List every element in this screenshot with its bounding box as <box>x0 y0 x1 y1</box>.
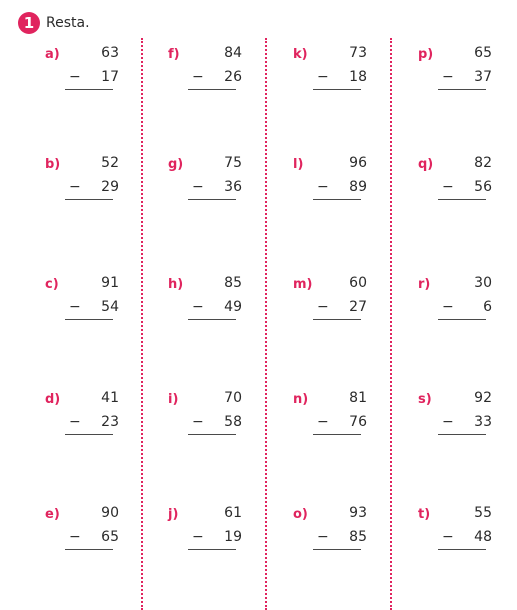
minuend: 55 <box>474 505 492 521</box>
answer-line <box>65 319 113 320</box>
minuend: 75 <box>224 155 242 171</box>
problem-label: s) <box>418 392 432 407</box>
minus-sign: − <box>69 179 81 195</box>
subtrahend: 37 <box>474 69 492 85</box>
subtrahend: 49 <box>224 299 242 315</box>
subtraction-problem <box>168 275 248 335</box>
minus-sign: − <box>192 69 204 85</box>
subtrahend: 54 <box>101 299 119 315</box>
subtraction-problem <box>418 155 498 215</box>
minuend: 52 <box>101 155 119 171</box>
minuend: 93 <box>349 505 367 521</box>
problem-label: j) <box>168 507 179 522</box>
subtrahend: 85 <box>349 529 367 545</box>
minuend: 82 <box>474 155 492 171</box>
column-divider <box>265 38 267 610</box>
subtraction-problem <box>168 155 248 215</box>
subtraction-problem <box>418 505 498 565</box>
exercise-number-badge: 1 <box>18 12 40 34</box>
answer-line <box>313 549 361 550</box>
minus-sign: − <box>192 299 204 315</box>
subtrahend: 26 <box>224 69 242 85</box>
subtraction-problem <box>168 45 248 105</box>
subtraction-problem <box>45 45 125 105</box>
problem-label: r) <box>418 277 431 292</box>
subtrahend: 6 <box>483 299 492 315</box>
answer-line <box>313 89 361 90</box>
minuend: 30 <box>474 275 492 291</box>
answer-line <box>438 199 486 200</box>
minuend: 96 <box>349 155 367 171</box>
minus-sign: − <box>69 414 81 430</box>
problem-label: a) <box>45 47 60 62</box>
minus-sign: − <box>317 414 329 430</box>
subtraction-problem <box>418 275 498 335</box>
answer-line <box>188 319 236 320</box>
subtraction-problem <box>45 155 125 215</box>
minuend: 84 <box>224 45 242 61</box>
minuend: 92 <box>474 390 492 406</box>
subtrahend: 27 <box>349 299 367 315</box>
minus-sign: − <box>442 414 454 430</box>
subtrahend: 18 <box>349 69 367 85</box>
subtrahend: 33 <box>474 414 492 430</box>
minuend: 61 <box>224 505 242 521</box>
answer-line <box>313 434 361 435</box>
problem-label: l) <box>293 157 304 172</box>
column-divider <box>141 38 143 610</box>
problem-label: n) <box>293 392 309 407</box>
problem-label: e) <box>45 507 60 522</box>
minuend: 70 <box>224 390 242 406</box>
minuend: 65 <box>474 45 492 61</box>
subtrahend: 56 <box>474 179 492 195</box>
problem-label: k) <box>293 47 308 62</box>
problem-label: m) <box>293 277 313 292</box>
minuend: 63 <box>101 45 119 61</box>
subtraction-problem <box>293 155 373 215</box>
subtraction-problem <box>168 390 248 450</box>
minus-sign: − <box>192 179 204 195</box>
minus-sign: − <box>317 529 329 545</box>
minuend: 73 <box>349 45 367 61</box>
minus-sign: − <box>442 69 454 85</box>
problem-label: t) <box>418 507 431 522</box>
problem-label: q) <box>418 157 434 172</box>
problem-label: f) <box>168 47 180 62</box>
subtraction-problem <box>293 390 373 450</box>
exercise-title: Resta. <box>46 15 90 31</box>
minuend: 41 <box>101 390 119 406</box>
subtrahend: 89 <box>349 179 367 195</box>
minus-sign: − <box>317 179 329 195</box>
subtrahend: 76 <box>349 414 367 430</box>
minus-sign: − <box>442 529 454 545</box>
subtrahend: 17 <box>101 69 119 85</box>
subtrahend: 65 <box>101 529 119 545</box>
subtrahend: 58 <box>224 414 242 430</box>
minus-sign: − <box>69 299 81 315</box>
minus-sign: − <box>317 69 329 85</box>
answer-line <box>313 319 361 320</box>
problem-label: p) <box>418 47 434 62</box>
minus-sign: − <box>192 529 204 545</box>
problem-label: b) <box>45 157 61 172</box>
minuend: 81 <box>349 390 367 406</box>
exercise-header <box>18 12 90 34</box>
subtrahend: 29 <box>101 179 119 195</box>
answer-line <box>65 89 113 90</box>
problem-label: o) <box>293 507 308 522</box>
minus-sign: − <box>69 69 81 85</box>
subtraction-problem <box>45 505 125 565</box>
subtraction-problem <box>418 45 498 105</box>
problem-label: i) <box>168 392 179 407</box>
column-divider <box>390 38 392 610</box>
minus-sign: − <box>192 414 204 430</box>
answer-line <box>65 434 113 435</box>
subtraction-problem <box>293 45 373 105</box>
minus-sign: − <box>442 179 454 195</box>
minuend: 90 <box>101 505 119 521</box>
subtrahend: 48 <box>474 529 492 545</box>
subtraction-problem <box>45 390 125 450</box>
answer-line <box>65 199 113 200</box>
answer-line <box>438 319 486 320</box>
subtraction-problem <box>293 505 373 565</box>
answer-line <box>65 549 113 550</box>
problem-label: h) <box>168 277 184 292</box>
answer-line <box>188 549 236 550</box>
problem-label: g) <box>168 157 184 172</box>
minus-sign: − <box>317 299 329 315</box>
subtrahend: 36 <box>224 179 242 195</box>
answer-line <box>313 199 361 200</box>
problem-label: d) <box>45 392 61 407</box>
minus-sign: − <box>442 299 454 315</box>
problem-label: c) <box>45 277 59 292</box>
minuend: 60 <box>349 275 367 291</box>
answer-line <box>188 89 236 90</box>
minuend: 85 <box>224 275 242 291</box>
minuend: 91 <box>101 275 119 291</box>
subtraction-problem <box>168 505 248 565</box>
subtraction-problem <box>293 275 373 335</box>
subtrahend: 19 <box>224 529 242 545</box>
subtraction-problem <box>45 275 125 335</box>
subtraction-problem <box>418 390 498 450</box>
answer-line <box>438 89 486 90</box>
answer-line <box>438 549 486 550</box>
answer-line <box>188 434 236 435</box>
subtrahend: 23 <box>101 414 119 430</box>
answer-line <box>438 434 486 435</box>
minus-sign: − <box>69 529 81 545</box>
answer-line <box>188 199 236 200</box>
